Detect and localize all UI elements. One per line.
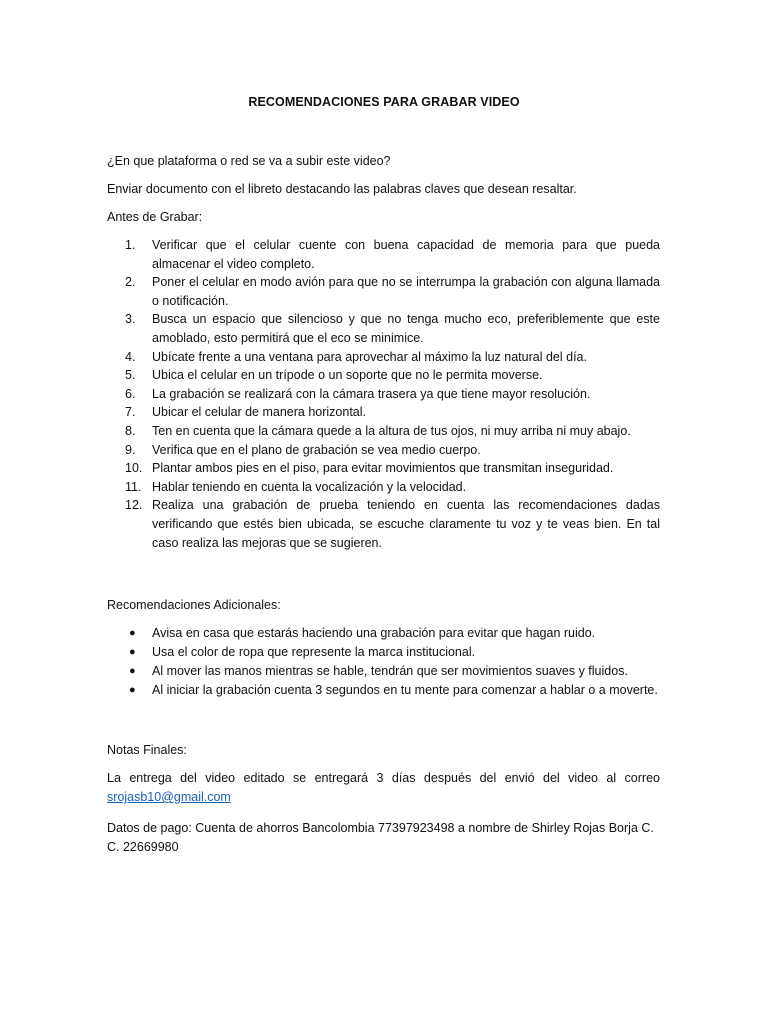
step-text: Poner el celular en modo avión para que no se interrumpa la grabación con alguna llamada o notificación.	[152, 275, 660, 308]
payment-details	[107, 819, 660, 857]
final-notes-heading	[107, 741, 660, 760]
before-recording-heading-text: Antes de Grabar:	[107, 210, 203, 224]
document-title: RECOMENDACIONES PARA GRABAR VIDEO	[248, 95, 520, 109]
recommendation-item	[107, 643, 660, 662]
recommendation-text: Usa el color de ropa que represente la marca institucional.	[152, 645, 476, 659]
bullet-icon: ●	[129, 684, 136, 696]
payment-text: Datos de pago: Cuenta de ahorros Bancolombia 77397923498 a nombre de Shirley Rojas Borja C. C. 22669980	[107, 821, 654, 854]
step-item	[107, 441, 660, 460]
step-text: Ubicar el celular de manera horizontal.	[152, 405, 366, 420]
step-text: Realiza una grabación de prueba teniendo en cuenta las recomendaciones dadas verificando que estés bien ubicada, se escuche claramente tu voz y te veas bien. En tal caso realiza las mejoras que se sugieren.	[152, 498, 660, 550]
email-link[interactable]: srojasb10@gmail.com	[107, 790, 231, 804]
step-item	[107, 496, 660, 552]
step-number: 9.	[125, 442, 136, 457]
step-number: 6.	[125, 386, 136, 401]
delivery-text: La entrega del video editado se entregará 3 días después del envió del video al correo	[107, 771, 660, 785]
bullet-icon: ●	[129, 665, 136, 677]
step-number: 4.	[125, 349, 136, 364]
before-recording-heading	[107, 208, 660, 227]
recommendation-item	[107, 624, 660, 643]
additional-heading	[107, 596, 660, 615]
step-number: 1.	[125, 238, 136, 252]
additional-heading-text: Recomendaciones Adicionales:	[107, 598, 281, 612]
delivery-note	[107, 769, 660, 807]
recommendation-text: Avisa en casa que estarás haciendo una grabación para evitar que hagan ruido.	[152, 626, 596, 640]
step-text: Ten en cuenta que la cámara quede a la altura de tus ojos, ni muy arriba ni muy abajo.	[152, 423, 631, 438]
step-number: 10.	[125, 461, 143, 476]
step-item	[107, 459, 660, 478]
recommendation-item	[107, 681, 660, 700]
step-item	[107, 403, 660, 422]
step-text: Verificar que el celular cuente con buena capacidad de memoria para que pueda almacenar el video completo.	[152, 238, 660, 271]
step-text: Ubica el celular en un trípode o un soporte que no le permita moverse.	[152, 368, 543, 383]
step-item	[107, 273, 660, 310]
step-text: Ubícate frente a una ventana para aprovechar al máximo la luz natural del día.	[152, 349, 587, 364]
step-number: 8.	[125, 423, 136, 438]
bullet-icon: ●	[129, 627, 136, 639]
step-number: 7.	[125, 405, 136, 420]
delivery-paragraph	[107, 769, 660, 807]
final-notes-heading-text: Notas Finales:	[107, 743, 187, 757]
step-item	[107, 385, 660, 404]
additional-recommendations-list	[107, 624, 660, 700]
send-document-note	[107, 180, 660, 199]
step-text: Plantar ambos pies en el piso, para evitar movimientos que transmitan inseguridad.	[152, 461, 614, 476]
recording-steps-list	[107, 236, 660, 552]
send-document-text: Enviar documento con el libreto destacando las palabras claves que desean resaltar.	[107, 182, 577, 196]
recommendation-text: Al mover las manos mientras se hable, tendrán que ser movimientos suaves y fluidos.	[152, 664, 628, 678]
step-item	[107, 236, 660, 273]
recommendation-item	[107, 662, 660, 681]
step-number: 3.	[125, 312, 136, 327]
step-item	[107, 422, 660, 441]
platform-question-text: ¿En que plataforma o red se va a subir este video?	[107, 154, 391, 168]
platform-question	[107, 152, 660, 171]
step-text: Verifica que en el plano de grabación se vea medio cuerpo.	[152, 442, 481, 457]
recommendation-text: Al iniciar la grabación cuenta 3 segundos en tu mente para comenzar a hablar o a moverte.	[152, 683, 658, 697]
step-item	[107, 478, 660, 497]
step-text: Busca un espacio que silencioso y que no tenga mucho eco, preferiblemente que este amoblado, esto permitirá que el eco se minimice.	[152, 312, 660, 345]
step-number: 2.	[125, 275, 136, 290]
step-item	[107, 348, 660, 367]
step-text: La grabación se realizará con la cámara trasera ya que tiene mayor resolución.	[152, 386, 591, 401]
step-text: Hablar teniendo en cuenta la vocalización y la velocidad.	[152, 479, 467, 494]
step-item	[107, 366, 660, 385]
step-item	[107, 310, 660, 347]
step-number: 12.	[125, 498, 143, 513]
bullet-icon: ●	[129, 646, 136, 658]
step-number: 11.	[125, 479, 142, 494]
step-number: 5.	[125, 368, 136, 383]
